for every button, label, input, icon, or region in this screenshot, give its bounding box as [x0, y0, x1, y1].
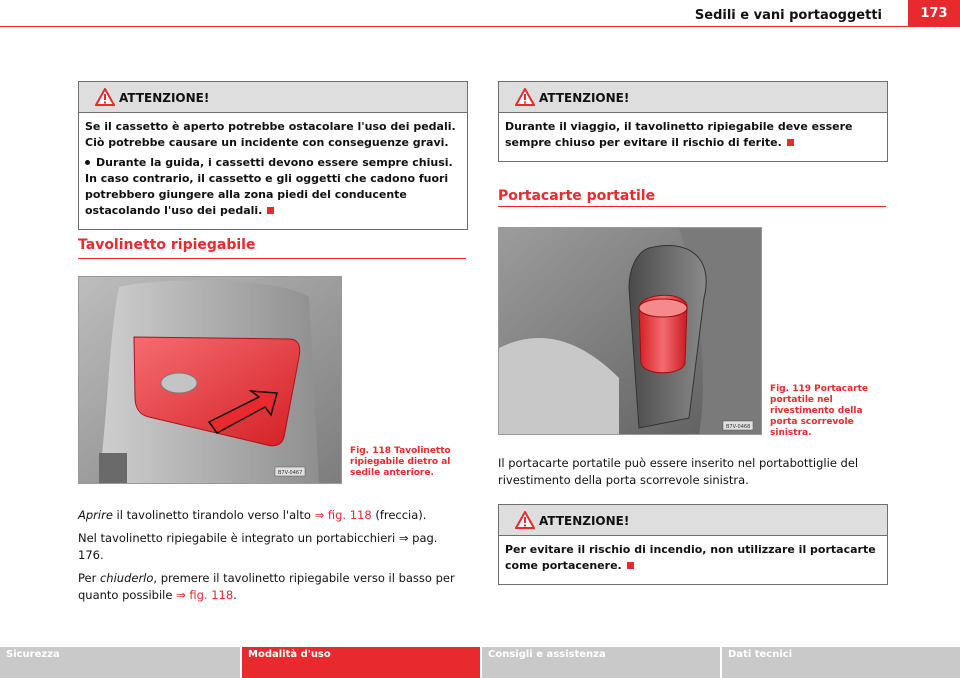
- section-title-map-holder: Portacarte portatile: [498, 188, 656, 204]
- warning-box-table: [498, 81, 888, 162]
- paragraph-cupholder: Nel tavolinetto ripiegabile è integrato un portabicchieri ⇒ pag. 176.: [78, 531, 438, 562]
- footer-nav: [0, 647, 960, 678]
- section-rule: [498, 206, 886, 207]
- section-rule: [78, 258, 466, 259]
- door-map-holder-illustration: [499, 228, 761, 434]
- warning-title: ATTENZIONE!: [119, 91, 210, 105]
- warning-bullet-item: [85, 155, 461, 219]
- seat-back-table-illustration: [79, 277, 341, 483]
- footer-tab-sicurezza[interactable]: Sicurezza: [0, 647, 240, 678]
- footer-tab-modalita-uso[interactable]: Modalità d'uso: [242, 647, 480, 678]
- warning-bullet-text: Durante la guida, i cassetti devono essere sempre chiusi. In caso contrario, il cassetto e gli oggetti che cadono fuori potrebbero giungere alla zona piedi del conducente ostacolando l'uso dei pedali.: [85, 156, 453, 217]
- warning-paragraph-text: Per evitare il rischio di incendio, non utilizzare il portacarte come portacenere.: [505, 543, 876, 572]
- warning-triangle-icon: [515, 88, 535, 106]
- section-title-folding-table: Tavolinetto ripiegabile: [78, 237, 256, 253]
- warning-paragraph-text: Durante il viaggio, il tavolinetto ripiegabile deve essere sempre chiuso per evitare il rischio di ferite.: [505, 120, 853, 149]
- figure-119-image: [498, 227, 762, 435]
- warning-paragraph: [505, 119, 881, 151]
- section-end-icon: [787, 139, 794, 146]
- warning-box-drawer: [78, 81, 468, 230]
- figure-118-image: [78, 276, 342, 484]
- figure-118-link[interactable]: ⇒ fig. 118: [314, 508, 372, 522]
- bullet-icon: [85, 160, 90, 165]
- page-number: 173: [908, 0, 960, 27]
- paragraph-close: Per chiuderlo, premere il tavolinetto ripiegabile verso il basso per quanto possibile ⇒ fig. 118.: [78, 571, 455, 602]
- figure-code: B7V-0468: [726, 424, 751, 430]
- warning-triangle-icon: [515, 511, 535, 529]
- folding-table-instructions: [78, 507, 466, 610]
- warning-box-fire: [498, 504, 888, 585]
- warning-box-header: [499, 82, 887, 113]
- map-holder-description: [498, 455, 886, 495]
- warning-box-header: [499, 505, 887, 536]
- section-end-icon: [627, 562, 634, 569]
- header-rule: [0, 26, 960, 27]
- footer-tab-dati-tecnici[interactable]: Dati tecnici: [722, 647, 960, 678]
- figure-118-link[interactable]: ⇒ fig. 118: [176, 588, 234, 602]
- paragraph-open: Aprire il tavolinetto tirandolo verso l'alto ⇒ fig. 118 (freccia).: [78, 508, 427, 522]
- figure-119-caption: Fig. 119 Portacarte portatile nel rivestimento della porta scorrevole sinistra.: [770, 384, 868, 438]
- warning-title: ATTENZIONE!: [539, 91, 630, 105]
- paragraph-map-holder: Il portacarte portatile può essere inserito nel portabottiglie del rivestimento della porta scorrevole sinistra.: [498, 456, 859, 487]
- warning-triangle-icon: [95, 88, 115, 106]
- warning-paragraph: [505, 542, 881, 574]
- warning-box-header: [79, 82, 467, 113]
- running-header-title: Sedili e vani portaoggetti: [694, 8, 882, 23]
- figure-118-caption: Fig. 118 Tavolinetto ripiegabile dietro al sedile anteriore.: [350, 446, 451, 478]
- warning-title: ATTENZIONE!: [539, 514, 630, 528]
- section-end-icon: [267, 207, 274, 214]
- footer-tab-consigli[interactable]: Consigli e assistenza: [482, 647, 720, 678]
- warning-paragraph: Se il cassetto è aperto potrebbe ostacolare l'uso dei pedali. Ciò potrebbe causare un incidente con conseguenze gravi.: [85, 120, 456, 149]
- figure-code: B7V-0467: [278, 470, 303, 476]
